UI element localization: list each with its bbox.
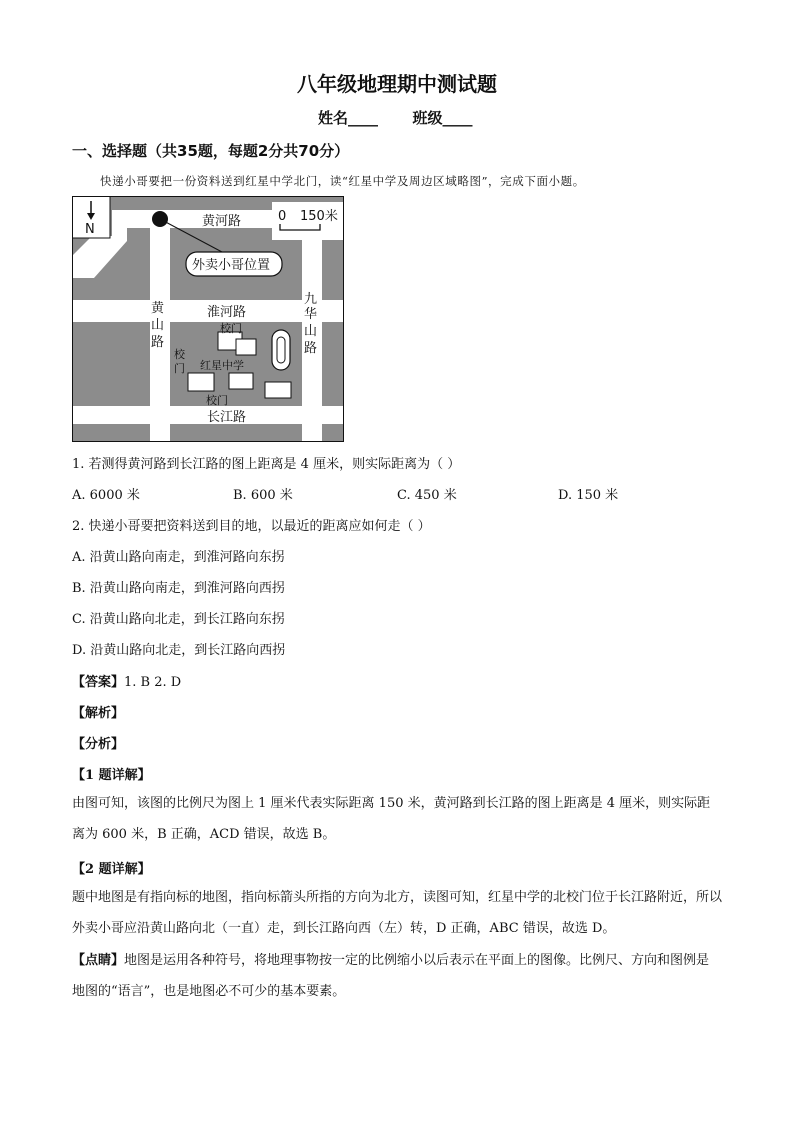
label-jiuhua-road-4: 路 — [304, 341, 318, 356]
page-title: 八年级地理期中测试题 — [297, 72, 497, 96]
north-arrow-label: N — [85, 222, 95, 237]
question-1-option-b: B. 600 米 — [233, 488, 293, 503]
building-2 — [236, 339, 256, 355]
jiexi-tag: 【解析】 — [72, 706, 125, 721]
fenxi-tag: 【分析】 — [72, 737, 125, 752]
building-3 — [188, 373, 214, 391]
question-2-stem: 2. 快递小哥要把资料送到目的地，以最近的距离应如何走（ ） — [72, 519, 431, 534]
label-jiuhua-road-1: 九 — [304, 292, 318, 307]
dianjing-paragraph — [72, 945, 722, 1007]
question-2-option-c: C. 沿黄山路向北走，到长江路向东拐 — [72, 612, 285, 627]
question-intro: 快递小哥要把一份资料送到红星中学北门，读“红星中学及周边区域略图”，完成下面小题。 — [100, 174, 585, 188]
school-area-map — [72, 196, 344, 442]
q2-detail-tag: 【2 题详解】 — [72, 862, 151, 877]
label-gate-north: 校门 — [220, 322, 242, 335]
section-heading: 一、选择题（共35题，每题2分共70分） — [72, 142, 350, 160]
question-1-option-d: D. 150 米 — [558, 488, 619, 503]
label-huaihe-road: 淮河路 — [207, 305, 247, 320]
building-5 — [265, 382, 291, 398]
label-changjiang-road: 长江路 — [207, 410, 247, 425]
q2-detail-text: 题中地图是有指向标的地图，指向标箭头所指的方向为北方，读图可知，红星中学的北校门位于长江路附近，所以外卖小哥应沿黄山路向北（一直）走，到长江路向西（左）转，D 正确，ABC 错误，故选 D。 — [72, 890, 723, 936]
label-huangshan-road-3: 路 — [151, 335, 165, 350]
answer-text: 1. B 2. D — [124, 675, 182, 690]
class-label: 班级____ — [412, 109, 473, 127]
question-2-option-d: D. 沿黄山路向北走，到长江路向西拐 — [72, 643, 286, 658]
question-1-stem: 1. 若测得黄河路到长江路的图上距离是 4 厘米，则实际距离为（ ） — [72, 457, 461, 472]
question-1-option-c: C. 450 米 — [397, 488, 457, 503]
q1-detail-text: 由图可知，该图的比例尺为图上 1 厘米代表实际距离 150 米，黄河路到长江路的图上距离是 4 厘米，则实际距离为 600 米，B 正确，ACD 错误，故选 B。 — [72, 796, 711, 842]
q1-detail-tag: 【1 题详解】 — [72, 768, 151, 783]
label-gate-west-1: 校 — [174, 348, 185, 361]
name-label: 姓名____ — [318, 109, 379, 127]
scale-value: 150米 — [300, 209, 338, 224]
label-courier-position: 外卖小哥位置 — [192, 258, 271, 273]
name-class-row — [318, 107, 473, 128]
question-2-option-b: B. 沿黄山路向南走，到淮河路向西拐 — [72, 581, 285, 596]
label-gate-west-2: 门 — [174, 362, 185, 375]
label-gate-south: 校门 — [206, 394, 228, 407]
label-huangshan-road-1: 黄 — [151, 301, 165, 316]
label-school-name: 红星中学 — [200, 359, 244, 372]
label-huangshan-road-2: 山 — [151, 318, 165, 333]
building-4 — [229, 373, 253, 389]
sports-track-inner — [277, 337, 285, 363]
dianjing-tag: 【点睛】 — [72, 953, 125, 968]
answer-tag: 【答案】 — [72, 675, 125, 690]
label-huanghe-road: 黄河路 — [202, 214, 242, 229]
answer-row — [72, 671, 181, 690]
scale-zero: 0 — [278, 209, 287, 224]
label-jiuhua-road-3: 山 — [304, 324, 318, 339]
dianjing-text: 地图是运用各种符号，将地理事物按一定的比例缩小以后表示在平面上的图像。比例尺、方向和图例是地图的“语言”，也是地图必不可少的基本要素。 — [72, 953, 710, 999]
question-1-option-a: A. 6000 米 — [72, 488, 140, 503]
question-2-option-a: A. 沿黄山路向南走，到淮河路向东拐 — [72, 550, 285, 565]
label-jiuhua-road-2: 华 — [304, 307, 318, 322]
